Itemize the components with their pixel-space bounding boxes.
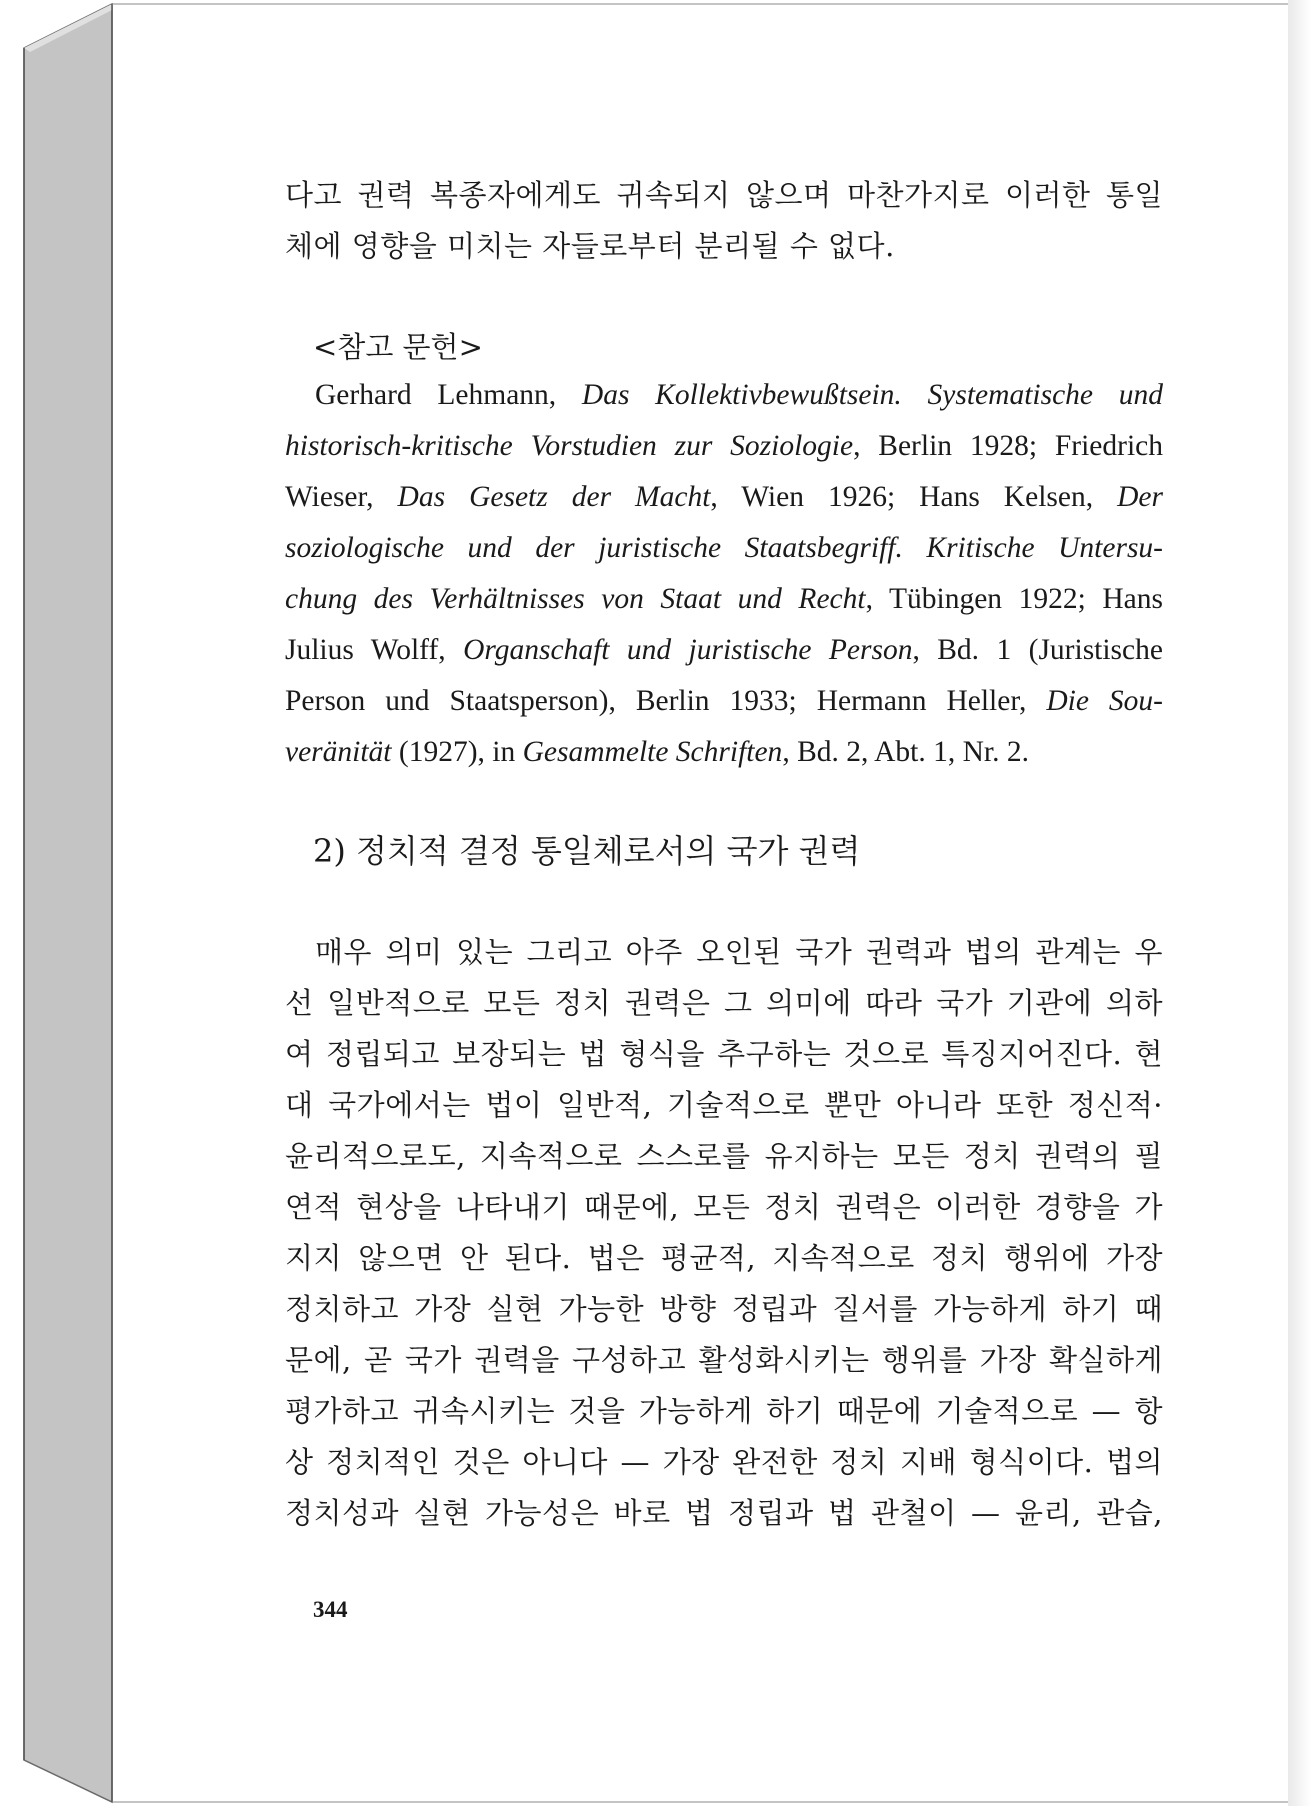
reference-text: Julius Wolff, [285, 634, 464, 666]
section-heading: 2) 정치적 결정 통일체로서의 국가 권력 [313, 832, 861, 870]
reference-title: soziologische und der juristische Staatsbegriff. Kritische Untersu- [285, 532, 1163, 564]
reference-line [285, 523, 1163, 574]
reference-text: , Bd. 2, Abt. 1, Nr. 2. [782, 736, 1029, 768]
page-edge-shadow [1288, 0, 1311, 1806]
text-line: 상 정치적인 것은 아니다 — 가장 완전한 정치 지배 형식이다. 법의 [285, 1445, 1163, 1479]
text-line: 평가하고 귀속시키는 것을 가능하게 하기 때문에 기술적으로 — 항 [285, 1394, 1163, 1428]
reference-title: Der [1117, 481, 1163, 513]
reference-title: chung des Verhältnisses von Staat und Recht [285, 583, 866, 615]
reference-line [285, 727, 1163, 778]
text-line: 연적 현상을 나타내기 때문에, 모든 정치 권력은 이러한 경향을 가 [285, 1190, 1163, 1224]
reference-line [285, 421, 1163, 472]
text-line: 정치하고 가장 실현 가능한 방향 정립과 질서를 가능하게 하기 때 [285, 1292, 1163, 1326]
text-line: 문에, 곧 국가 권력을 구성하고 활성화시키는 행위를 가장 확실하게 [285, 1343, 1163, 1377]
reference-text: (1927), in [391, 736, 523, 768]
paragraph-top [285, 170, 1163, 272]
reference-title: Organschaft und juristische Person [463, 634, 913, 666]
section-heading-wrap [285, 829, 1163, 873]
reference-line [285, 574, 1163, 625]
text-line: 여 정립되고 보장되는 법 형식을 추구하는 것으로 특징지어진다. 현 [285, 1037, 1163, 1071]
reference-title: Gesammelte Schriften [522, 736, 783, 768]
reference-line [285, 472, 1163, 523]
text-line: 매우 의미 있는 그리고 아주 오인된 국가 권력과 법의 관계는 우 [315, 935, 1163, 969]
references-heading-wrap [285, 327, 1163, 367]
text-line: 윤리적으로도, 지속적으로 스스로를 유지하는 모든 정치 권력의 필 [285, 1139, 1163, 1173]
reference-text: , Tübingen 1922; Hans [865, 583, 1164, 615]
page-number: 344 [313, 1597, 348, 1622]
reference-text: Person und Staatsperson), Berlin 1933; Hermann Heller, [285, 685, 1047, 717]
text-line: 체에 영향을 미치는 자들로부터 분리될 수 없다. [285, 229, 895, 263]
text-line: 정치성과 실현 가능성은 바로 법 정립과 법 관철이 — 윤리, 관습, [285, 1496, 1163, 1530]
reference-line [285, 625, 1163, 676]
reference-text: , Wien 1926; Hans Kelsen, [710, 481, 1118, 513]
reference-title: Das Gesetz der Macht [397, 481, 711, 513]
reference-text: Wieser, [285, 481, 398, 513]
reference-text: Gerhard Lehmann, [315, 379, 582, 411]
reference-title: historisch-kritische Vorstudien zur Soziologie [285, 430, 854, 462]
reference-text: , Bd. 1 (Juristische [912, 634, 1163, 666]
references-heading: <참고 문헌> [313, 330, 483, 364]
reference-text: , Berlin 1928; Friedrich [853, 430, 1163, 462]
paragraph-main [285, 927, 1163, 1539]
text-line: 대 국가에서는 법이 일반적, 기술적으로 뿐만 아니라 또한 정신적· [285, 1088, 1163, 1122]
text-line: 선 일반적으로 모든 정치 권력은 그 의미에 따라 국가 기관에 의하 [285, 986, 1163, 1020]
reference-title: Das Kollektivbewußtsein. Systematische und [581, 379, 1163, 411]
reference-line [285, 676, 1163, 727]
reference-title: veränität [285, 736, 392, 768]
text-line: 지지 않으면 안 된다. 법은 평균적, 지속적으로 정치 행위에 가장 [285, 1241, 1163, 1275]
text-line: 다고 권력 복종자에게도 귀속되지 않으며 마찬가지로 이러한 통일 [285, 178, 1163, 212]
reference-line [285, 370, 1163, 421]
references-list [285, 370, 1163, 778]
reference-title: Die Sou- [1046, 685, 1163, 717]
